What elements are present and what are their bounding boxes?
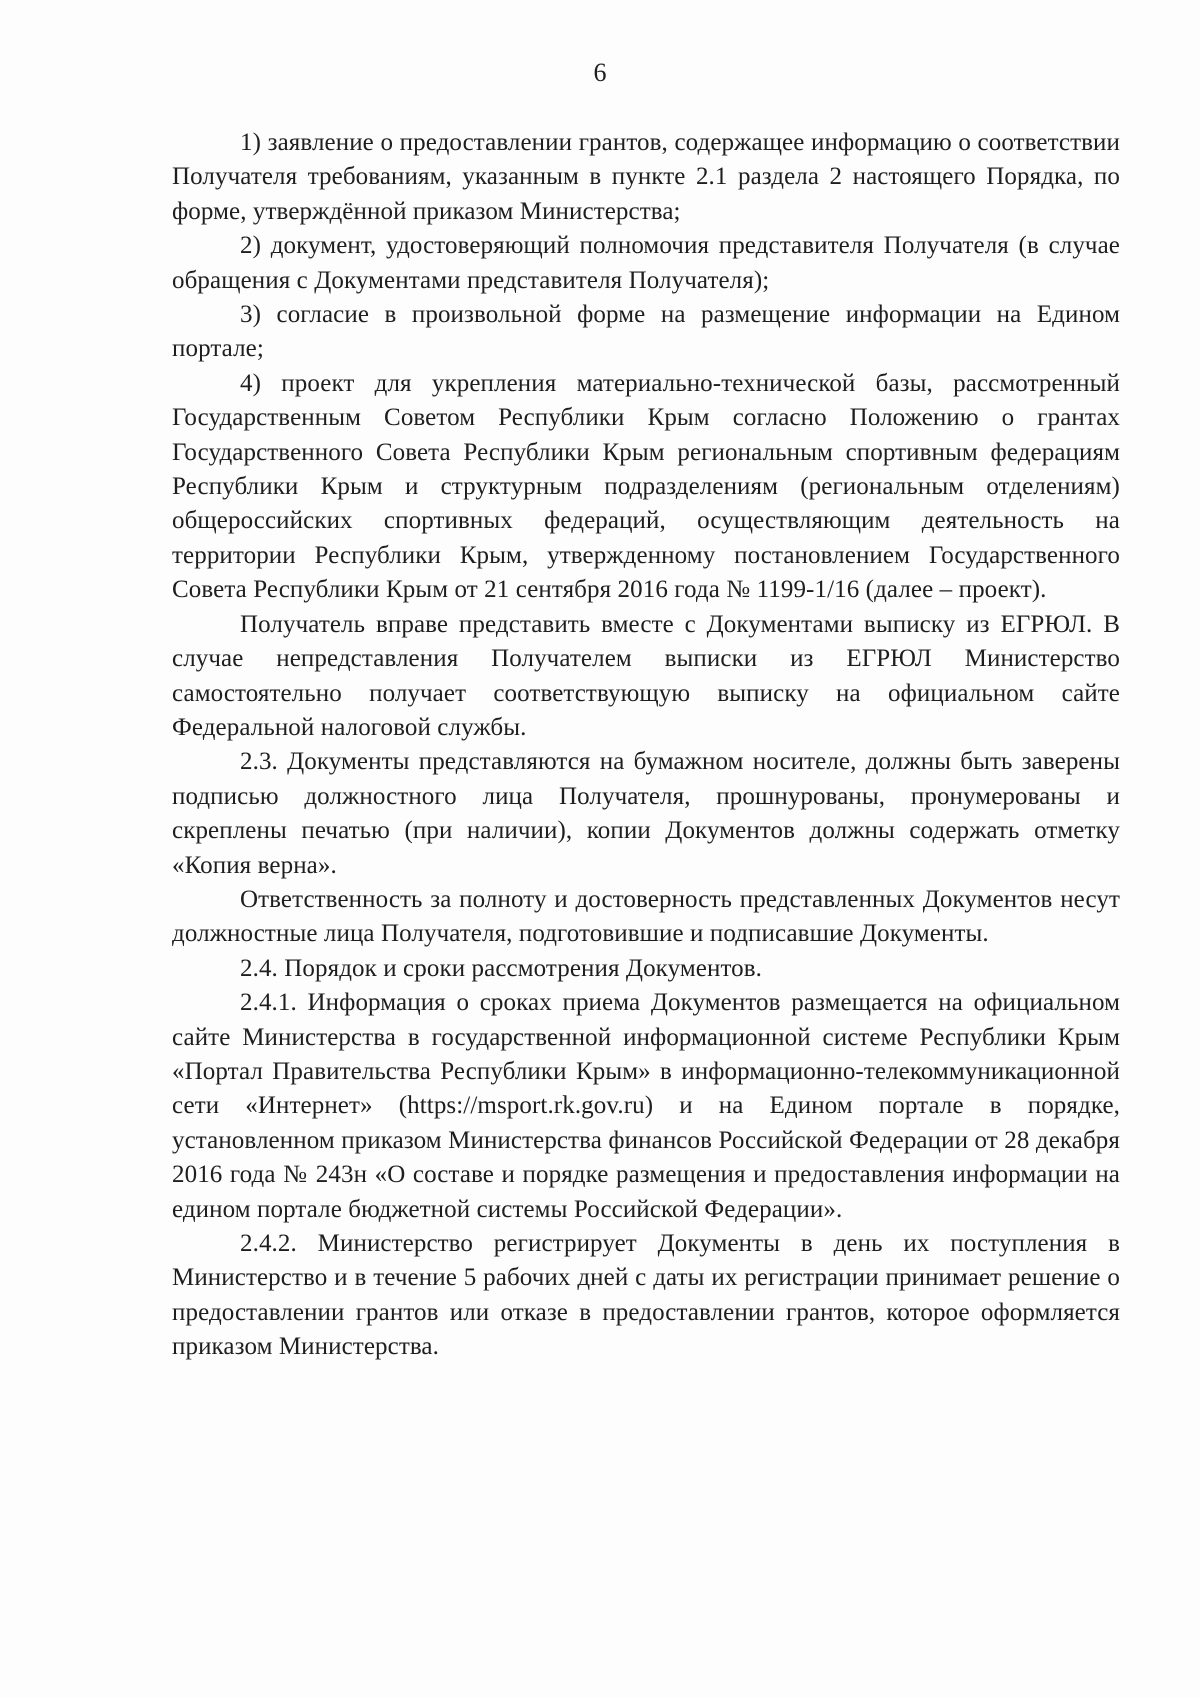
- paragraph-2-4-1-information: 2.4.1. Информация о сроках приема Документов размещается на официальном сайте Министерства в государственной информационной системе Республики Крым «Портал Правительства Республики Крым» в информационно-телекоммуникационной сети «Интернет» (https://msport.rk.gov.ru) и на Едином портале в порядке, установленном приказом Министерства финансов Российской Федерации от 28 декабря 2016 года № 243н «О составе и порядке размещения и предоставления информации на едином портале бюджетной системы Российской Федерации».: [172, 989, 1120, 1223]
- paragraph-2-4-heading: 2.4. Порядок и сроки рассмотрения Документов.: [240, 954, 762, 982]
- paragraph-item-3-consent: 3) согласие в произвольной форме на размещение информации на Едином портале;: [172, 301, 1120, 363]
- paragraph-2-3-paper-documents: 2.3. Документы представляются на бумажном носителе, должны быть заверены подписью должностного лица Получателя, прошнурованы, пронумерованы и скреплены печатью (при наличии), копии Документов должны содержать отметку «Копия верна».: [172, 748, 1120, 879]
- document-body: [172, 126, 1120, 1365]
- paragraph-responsibility: Ответственность за полноту и достоверность представленных Документов несут должностные лица Получателя, подготовившие и подписавшие Документы.: [172, 885, 1120, 948]
- page-number: 6: [593, 58, 607, 87]
- paragraph-item-2-authority-document: 2) документ, удостоверяющий полномочия представителя Получателя (в случае обращения с Документами представителя Получателя);: [172, 232, 1120, 294]
- paragraph-egrul-extract: Получатель вправе представить вместе с Документами выписку из ЕГРЮЛ. В случае непредставления Получателем выписки из ЕГРЮЛ Министерство самостоятельно получает соответствующую выписку на официальном сайте Федеральной налоговой службы.: [172, 610, 1120, 741]
- paragraph-2-4-2-registration: 2.4.2. Министерство регистрирует Документы в день их поступления в Министерство и в течение 5 рабочих дней с даты их регистрации принимает решение о предоставлении грантов или отказе в предоставлении грантов, которое оформляется приказом Министерства.: [172, 1230, 1120, 1361]
- paragraph-item-1-application: 1) заявление о предоставлении грантов, содержащее информацию о соответствии Получателя требованиям, указанным в пункте 2.1 раздела 2 настоящего Порядка, по форме, утверждённой приказом Министерства;: [172, 129, 1120, 225]
- paragraph-item-4-project: 4) проект для укрепления материально-технической базы, рассмотренный Государственным Советом Республики Крым согласно Положению о грантах Государственного Совета Республики Крым региональным спортивным федерациям Республики Крым и структурным подразделениям (региональным отделениям) общероссийских спортивных федераций, осуществляющим деятельность на территории Республики Крым, утвержденному постановлением Государственного Совета Республики Крым от 21 сентября 2016 года № 1199-1/16 (далее – проект).: [172, 369, 1120, 604]
